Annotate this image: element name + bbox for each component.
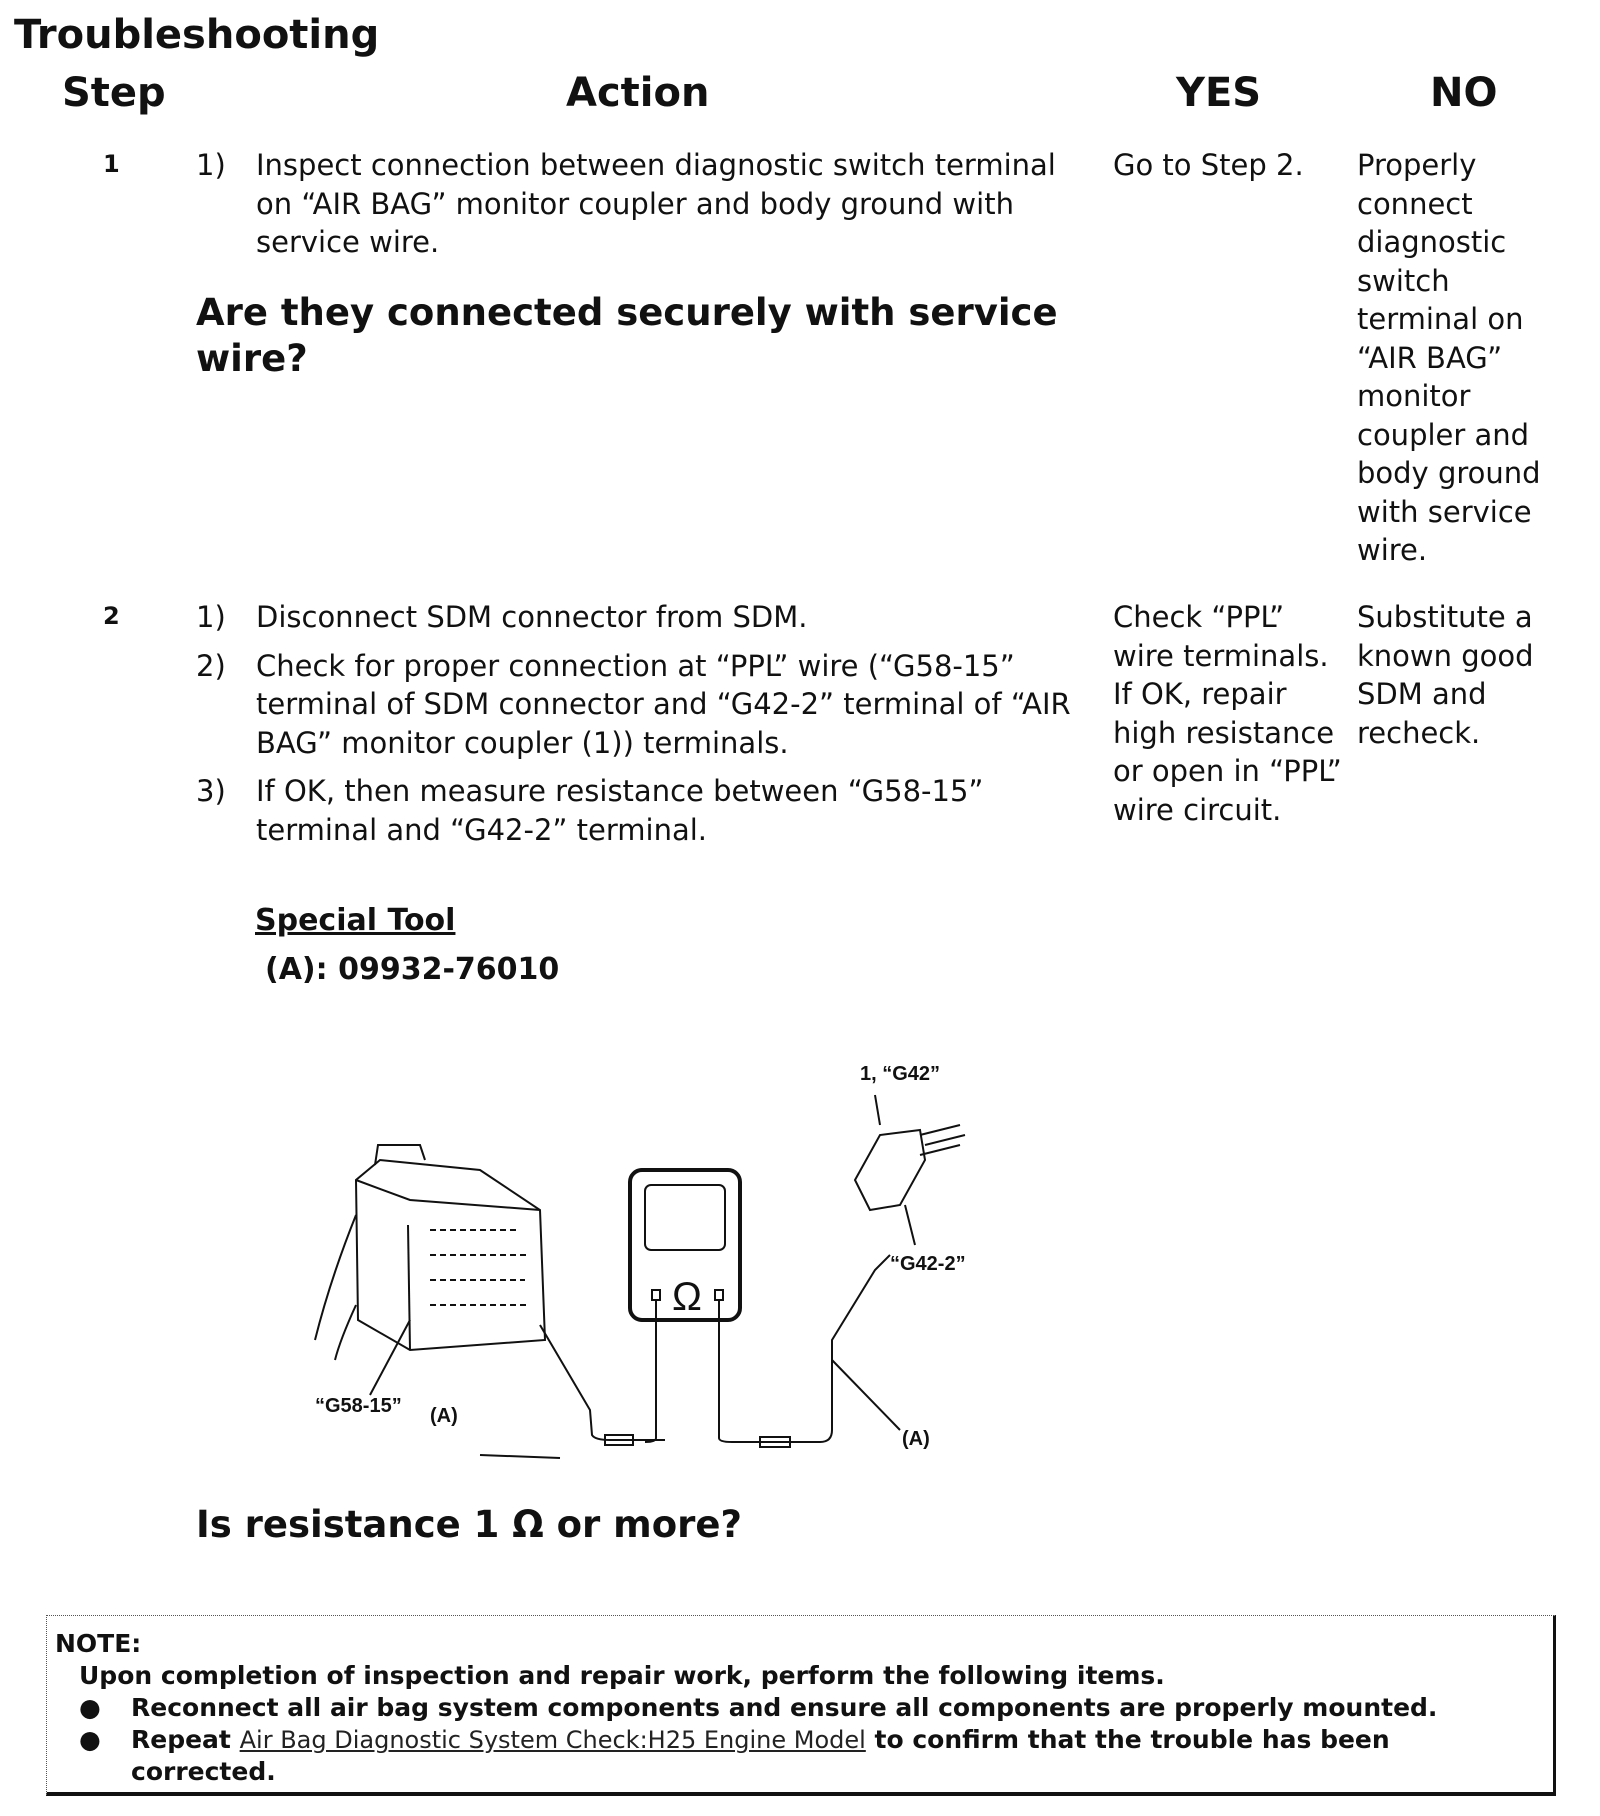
action-item: [196, 772, 1076, 849]
action-text: Disconnect SDM connector from SDM.: [256, 600, 808, 634]
sdm-connector-illustration: [315, 1145, 545, 1360]
bullet-icon: ●: [79, 1725, 101, 1754]
tool-a-label-right: (A): [902, 1428, 930, 1450]
action-number: 1): [196, 600, 226, 634]
special-tool-value: (A): 09932-76010: [265, 952, 560, 987]
action-text: Inspect connection between diagnostic switch terminal on “AIR BAG” monitor coupler and body ground with service wire.: [256, 148, 1056, 259]
step-1-actions: [196, 146, 1076, 272]
step-2-no: Substitute a known good SDM and recheck.: [1357, 600, 1534, 750]
note-bullet: [79, 1692, 1437, 1724]
special-tool-label: Special Tool: [255, 903, 456, 938]
note-box: [46, 1615, 1556, 1796]
bullet-text: Repeat: [131, 1725, 231, 1754]
action-text: If OK, then measure resistance between “G58-15” terminal and “G42-2” terminal.: [256, 774, 984, 847]
action-item: [196, 146, 1076, 262]
action-text: Check for proper connection at “PPL” wire (“G58-15” terminal of SDM connector and “G42-2” terminal of “AIR BAG” monitor coupler (1)) terminals.: [256, 648, 1071, 760]
step-number: 1: [103, 150, 120, 178]
g42-label: 1, “G42”: [860, 1063, 941, 1085]
header-action: Action: [566, 70, 710, 116]
header-no: NO: [1430, 70, 1498, 116]
step-1-yes: Go to Step 2.: [1113, 148, 1304, 182]
header-step: Step: [62, 70, 166, 116]
header-yes: YES: [1176, 70, 1262, 116]
action-item: [196, 598, 1076, 637]
resistance-measurement-diagram: [300, 1040, 1020, 1460]
step-number: 2: [103, 602, 120, 630]
action-number: 1): [196, 148, 226, 182]
g42-2-label: “G42-2”: [890, 1253, 966, 1275]
step-2-question: Is resistance 1 Ω or more?: [196, 1503, 742, 1546]
action-number: 2): [196, 648, 226, 683]
bullet-text: Reconnect all air bag system components and ensure all components are properly mounted.: [131, 1693, 1438, 1722]
step-2-yes: Check “PPL” wire terminals. If OK, repair high resistance or open in “PPL” wire circuit.: [1113, 600, 1342, 827]
note-bullet: [79, 1724, 1499, 1788]
note-heading: NOTE:: [55, 1629, 142, 1658]
action-item: [196, 647, 1076, 763]
g42-coupler-illustration: [855, 1095, 965, 1245]
bullet-text: to confirm that the trouble has been corrected.: [131, 1725, 1390, 1786]
step-2-actions: [196, 598, 1076, 859]
ohm-symbol: Ω: [672, 1275, 702, 1319]
step-1-question: Are they connected securely with service wire?: [196, 291, 1058, 380]
left-probe-lead: [475, 1325, 665, 1458]
right-probe-lead: [732, 1255, 900, 1447]
step-1-no: Properly connect diagnostic switch terminal on “AIR BAG” monitor coupler and body ground with service wire.: [1357, 148, 1541, 567]
g58-15-label: “G58-15”: [315, 1395, 402, 1417]
tool-a-label-left: (A): [430, 1405, 458, 1427]
note-intro: Upon completion of inspection and repair work, perform the following items.: [79, 1661, 1165, 1690]
page-title: Troubleshooting: [14, 12, 380, 58]
air-bag-diagnostic-check-link[interactable]: Air Bag Diagnostic System Check:H25 Engine Model: [239, 1726, 866, 1754]
action-number: 3): [196, 774, 226, 808]
bullet-icon: ●: [79, 1693, 101, 1722]
